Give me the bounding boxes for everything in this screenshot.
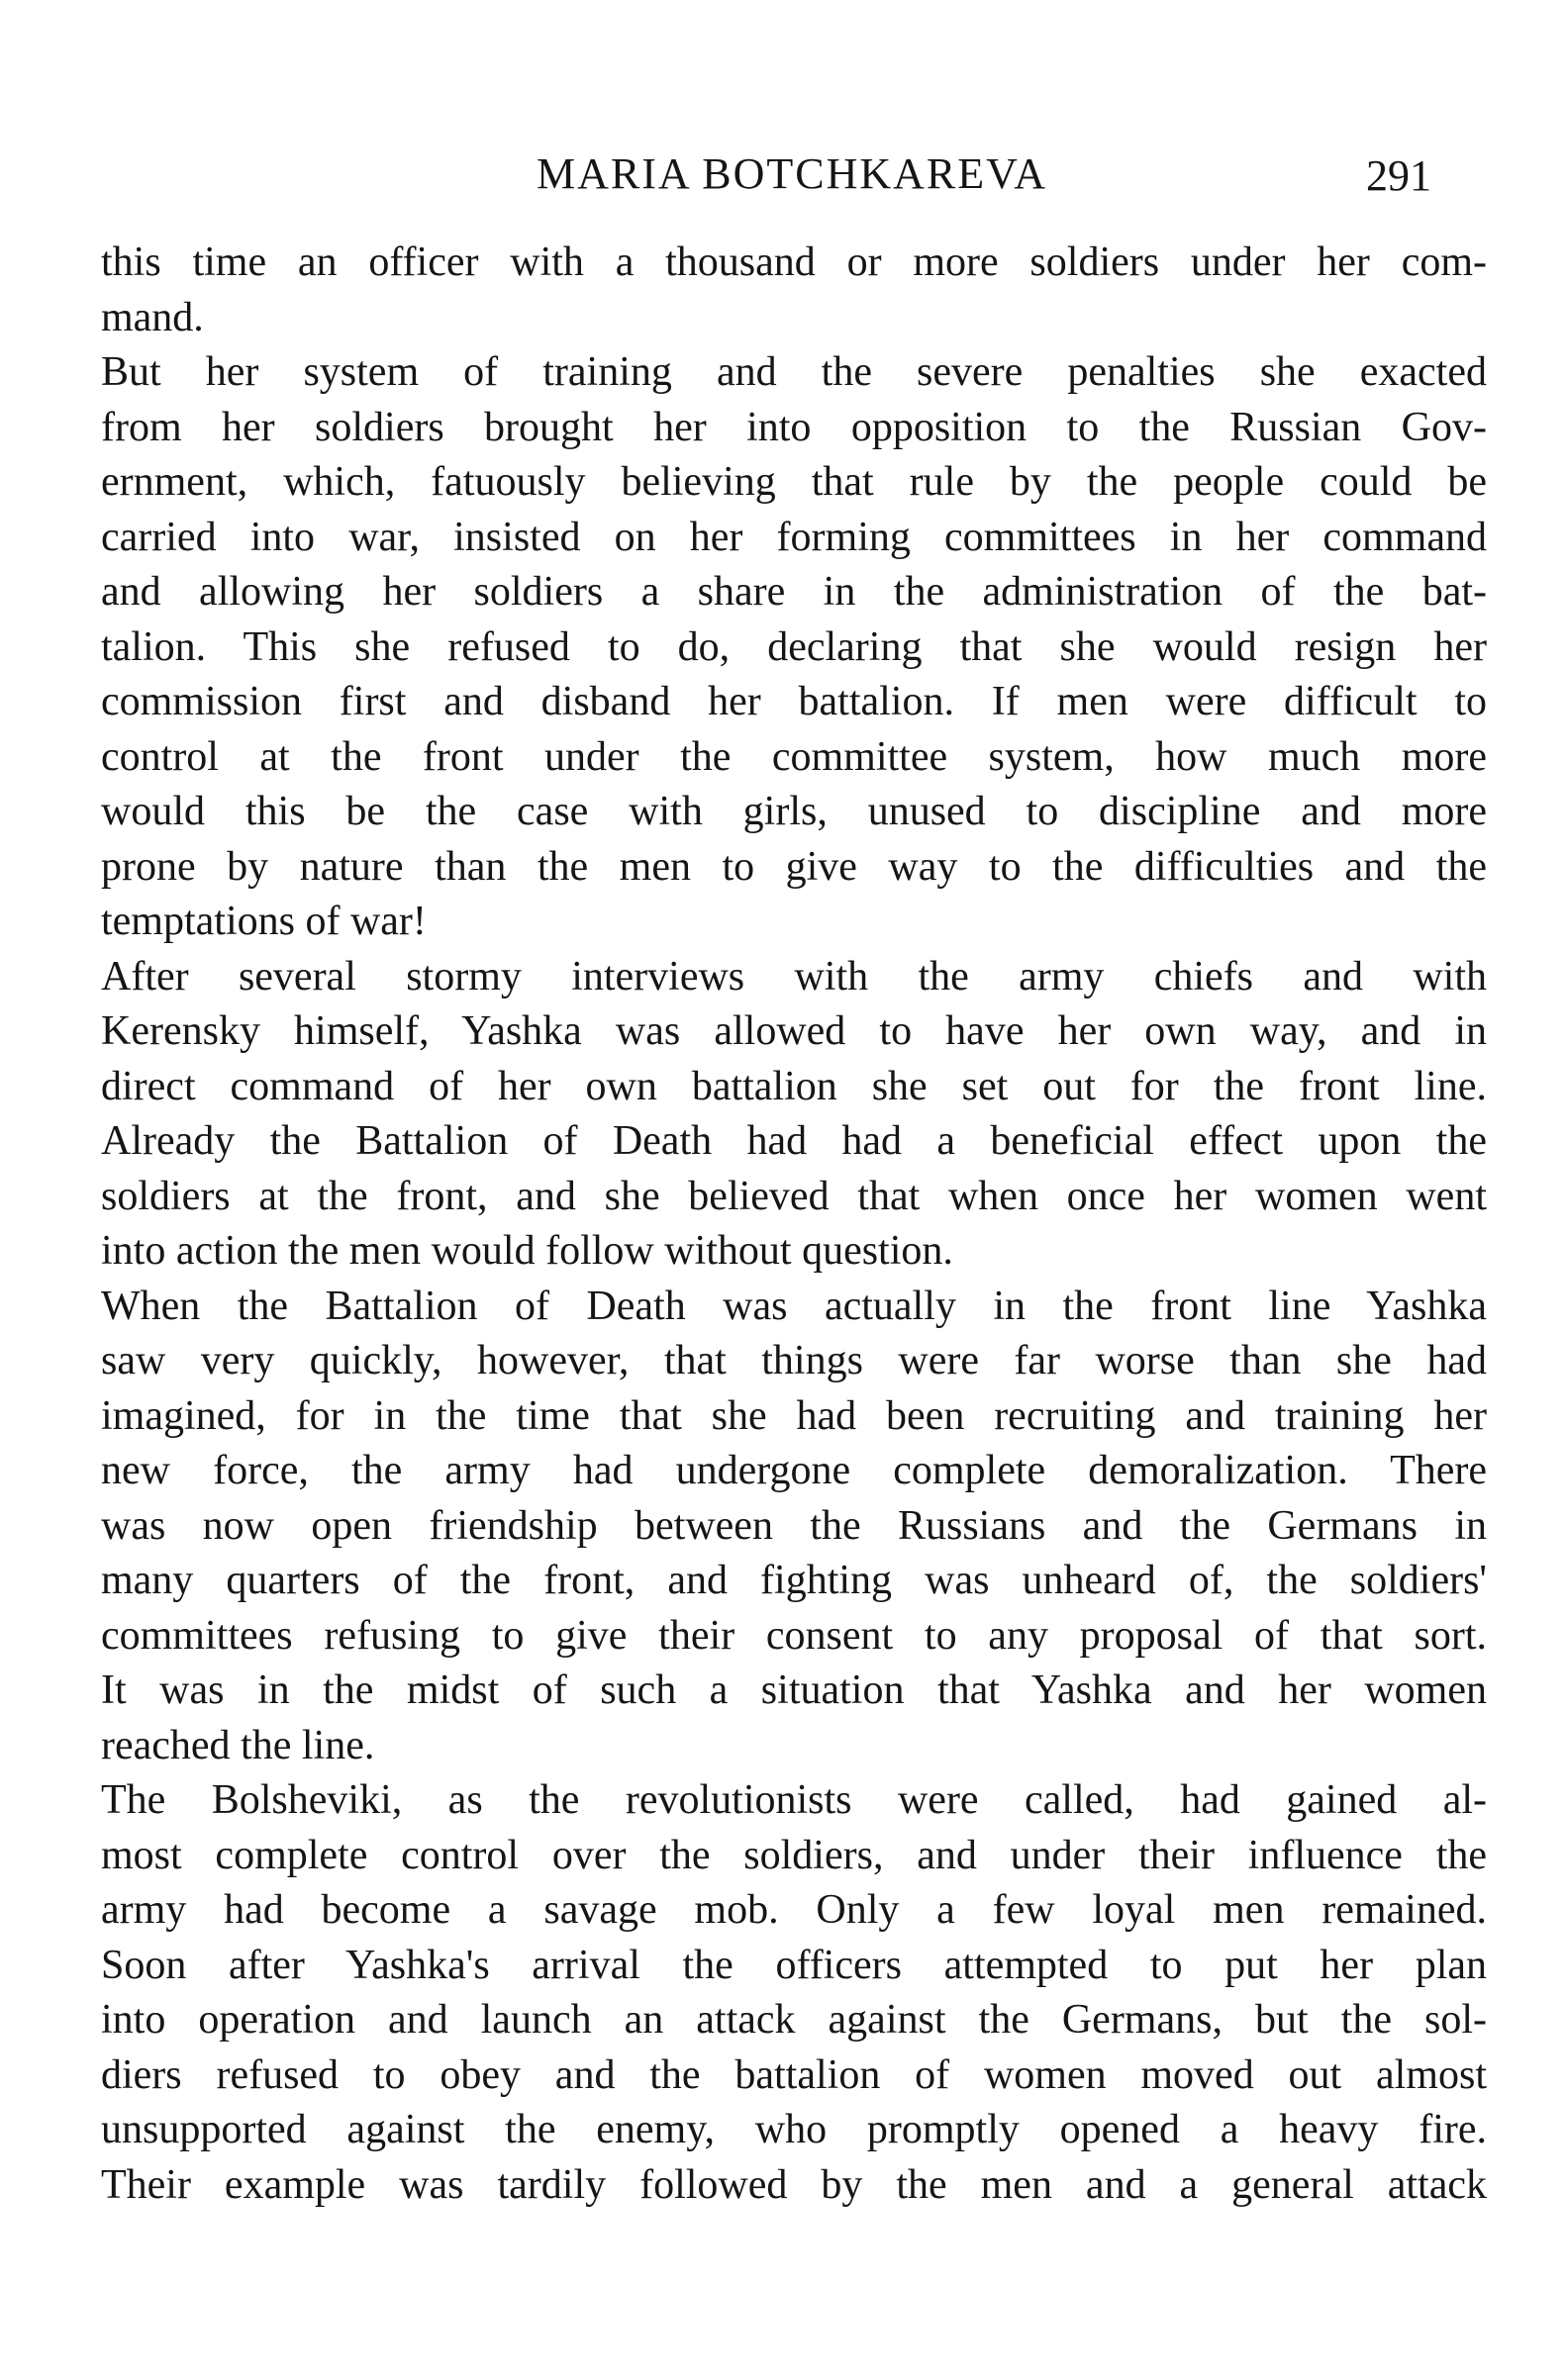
page-header: [0, 148, 1566, 208]
text-line: Already the Battalion of Death had had a beneficial effect upon the: [101, 1118, 1487, 1164]
text-line: It was in the midst of such a situation that Yashka and her women: [101, 1667, 1487, 1713]
text-line: diers refused to obey and the battalion of women moved out almost: [101, 2051, 1487, 2098]
text-line: talion. This she refused to do, declaring that she would resign her: [101, 623, 1487, 670]
text-line: reached the line.: [101, 1722, 375, 1768]
text-line: Kerensky himself, Yashka was allowed to have her own way, and in: [101, 1008, 1487, 1054]
text-line: and allowing her soldiers a share in the administration of the bat-: [101, 569, 1487, 615]
text-line: would this be the case with girls, unused to discipline and more: [101, 789, 1487, 834]
text-line: soldiers at the front, and she believed that when once her women went: [101, 1173, 1487, 1219]
text-line: temptations of war!: [101, 899, 427, 944]
text-line: was now open friendship between the Russians and the Germans in: [101, 1502, 1487, 1549]
text-line: When the Battalion of Death was actually in the front line Yashka: [101, 1283, 1487, 1329]
text-line: commission first and disband her battalion. If men were difficult to: [101, 679, 1487, 724]
text-line: new force, the army had undergone complete demoralization. There: [101, 1448, 1487, 1493]
text-line: Soon after Yashka's arrival the officers attempted to put her plan: [101, 1942, 1487, 1988]
text-line: Their example was tardily followed by the men and a general attack: [101, 2161, 1487, 2208]
text-line: But her system of training and the severe penalties she exacted: [101, 349, 1487, 395]
text-line: After several stormy interviews with the army chiefs and with: [101, 953, 1487, 1000]
text-line: control at the front under the committee system, how much more: [101, 733, 1487, 780]
text-line: army had become a savage mob. Only a few loyal men remained.: [101, 1887, 1487, 1933]
page-number: 291: [1366, 151, 1431, 200]
text-line: The Bolsheviki, as the revolutionists were called, had gained al-: [101, 1777, 1487, 1823]
text-line: this time an officer with a thousand or more soldiers under her com-: [101, 239, 1487, 285]
text-line: many quarters of the front, and fighting was unheard of, the soldiers': [101, 1558, 1487, 1603]
text-line: carried into war, insisted on her forming committees in her command: [101, 514, 1487, 560]
text-line: from her soldiers brought her into opposition to the Russian Gov-: [101, 404, 1487, 450]
text-line: direct command of her own battalion she set out for the front line.: [101, 1063, 1487, 1109]
text-line: prone by nature than the men to give way to the difficulties and the: [101, 843, 1487, 890]
text-line: imagined, for in the time that she had been recruiting and training her: [101, 1392, 1487, 1439]
text-line: mand.: [101, 294, 204, 340]
text-line: ernment, which, fatuously believing that rule by the people could be: [101, 459, 1487, 505]
text-line: committees refusing to give their consent to any proposal of that sort.: [101, 1612, 1487, 1659]
text-line: most complete control over the soldiers, and under their influence the: [101, 1832, 1487, 1878]
text-line: into operation and launch an attack against the Germans, but the sol-: [101, 1997, 1487, 2043]
running-title: MARIA BOTCHKAREVA: [536, 149, 1048, 198]
body-text: [101, 236, 1487, 2213]
text-line: unsupported against the enemy, who promptly opened a heavy fire.: [101, 2107, 1487, 2152]
text-line: saw very quickly, however, that things were far worse than she had: [101, 1338, 1487, 1383]
text-line: into action the men would follow without question.: [101, 1228, 953, 1274]
